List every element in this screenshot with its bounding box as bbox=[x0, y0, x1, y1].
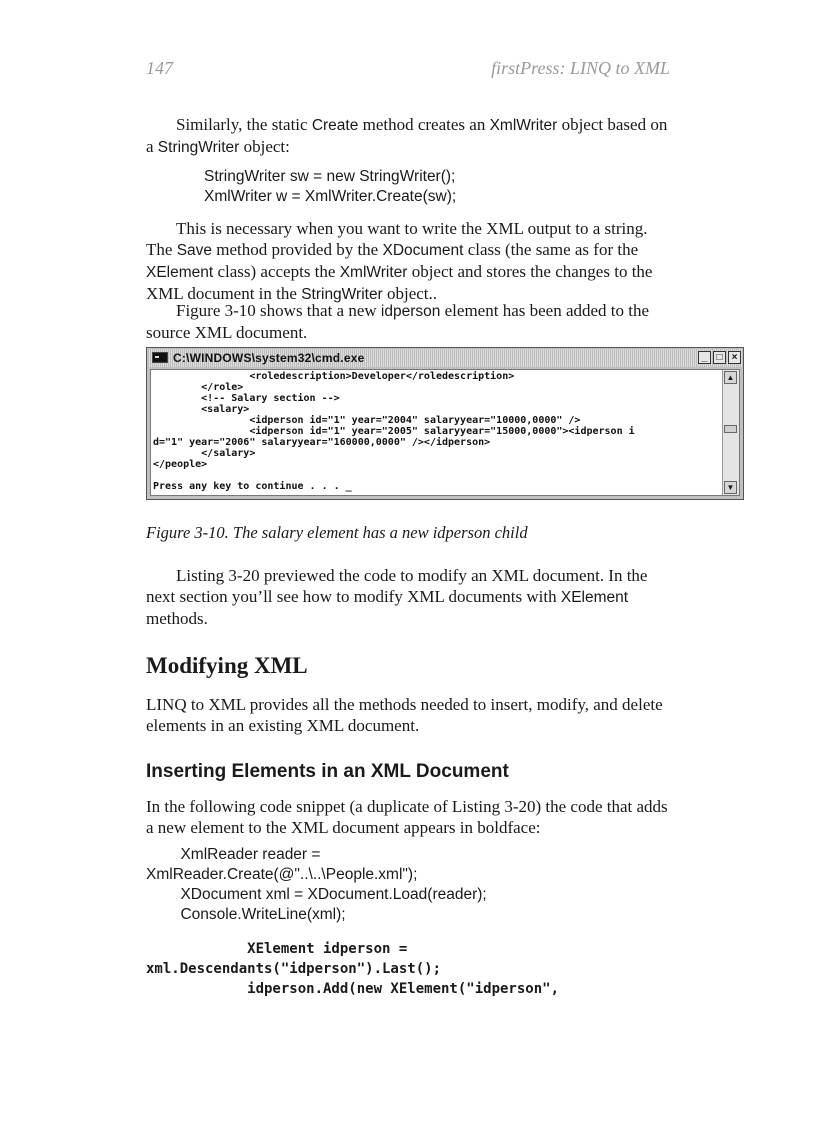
page-number: 147 bbox=[146, 58, 173, 78]
console-line: </people> bbox=[153, 459, 208, 470]
inline-code: Create bbox=[311, 117, 359, 134]
paragraph-3: Figure 3-10 shows that a new idperson element has been added to the source XML document. bbox=[146, 301, 650, 342]
console-line: </role> bbox=[153, 382, 244, 393]
scroll-thumb[interactable] bbox=[724, 425, 737, 433]
subsection-heading: Inserting Elements in an XML Document bbox=[146, 761, 509, 782]
paragraph-4: Listing 3-20 previewed the code to modify an XML document. In the next section you’ll see how to modify XML documents with XElement methods. bbox=[146, 566, 648, 628]
code-line: Console.WriteLine(xml); bbox=[146, 906, 346, 923]
paragraph-5: LINQ to XML provides all the methods needed to insert, modify, and delete elements in an existing XML document. bbox=[146, 695, 663, 735]
cmd-icon bbox=[152, 352, 168, 363]
console-client-area bbox=[150, 369, 740, 496]
vertical-scrollbar[interactable] bbox=[722, 370, 739, 495]
inline-code: StringWriter bbox=[301, 286, 383, 303]
inline-code: Save bbox=[176, 242, 213, 259]
code-line: xml.Descendants("idperson").Last(); bbox=[146, 961, 442, 977]
console-line: <salary> bbox=[153, 404, 250, 415]
paragraph-6: In the following code snippet (a duplicate of Listing 3-20) the code that adds a new element to the XML document appears in boldface: bbox=[146, 797, 668, 837]
console-line: Press any key to continue . . . _ bbox=[153, 481, 352, 492]
code-line: StringWriter sw = new StringWriter(); bbox=[204, 168, 456, 185]
inline-code: XElement bbox=[146, 264, 214, 281]
code-block-bold bbox=[146, 939, 559, 999]
code-line: XmlReader reader = bbox=[146, 846, 321, 863]
window-title: C:\WINDOWS\system32\cmd.exe bbox=[173, 351, 365, 365]
console-line: <idperson id="1" year="2005" salaryyear="15000,0000"><idperson i bbox=[153, 426, 635, 437]
inline-code: StringWriter bbox=[157, 139, 240, 156]
code-line: idperson.Add(new XElement("idperson", bbox=[146, 981, 560, 997]
console-line: </salary> bbox=[153, 448, 256, 459]
console-titlebar[interactable] bbox=[148, 349, 742, 367]
scroll-up-arrow-icon[interactable]: ▲ bbox=[724, 371, 737, 384]
inline-code: XmlWriter bbox=[339, 264, 408, 281]
console-line bbox=[153, 470, 159, 481]
console-line: d="1" year="2006" salaryyear="160000,0000" /></idperson> bbox=[153, 437, 491, 448]
code-block-1 bbox=[204, 167, 456, 207]
minimize-button[interactable]: _ bbox=[698, 351, 711, 364]
inline-code: XElement bbox=[560, 589, 629, 606]
code-line: XmlReader.Create(@"..\..\People.xml"); bbox=[146, 866, 418, 883]
console-line: <!-- Salary section --> bbox=[153, 393, 340, 404]
running-title: firstPress: LINQ to XML bbox=[491, 58, 670, 78]
inline-code: XmlWriter bbox=[489, 117, 558, 134]
close-button[interactable]: × bbox=[728, 351, 741, 364]
code-line: XElement idperson = bbox=[146, 941, 408, 957]
figure-caption: Figure 3-10. The salary element has a new idperson child bbox=[146, 523, 528, 542]
paragraph-1: Similarly, the static Create method creates an XmlWriter object based on a StringWriter object: bbox=[146, 115, 668, 156]
console-line: <roledescription>Developer</roledescription> bbox=[153, 371, 515, 382]
code-line: XmlWriter w = XmlWriter.Create(sw); bbox=[204, 188, 457, 205]
code-line: XDocument xml = XDocument.Load(reader); bbox=[146, 886, 487, 903]
console-line: <idperson id="1" year="2004" salaryyear="10000,0000" /> bbox=[153, 415, 581, 426]
console-window bbox=[146, 347, 744, 500]
section-heading: Modifying XML bbox=[146, 653, 308, 678]
console-output bbox=[153, 371, 719, 492]
inline-code: XDocument bbox=[382, 242, 464, 259]
code-block-2 bbox=[146, 845, 487, 925]
inline-code: idperson bbox=[380, 303, 441, 320]
scroll-down-arrow-icon[interactable]: ▼ bbox=[724, 481, 737, 494]
paragraph-2: This is necessary when you want to write the XML output to a string. The Save method provided by the XDocument class (the same as for the XElement class) accepts the XmlWriter object and stores the changes to the XML document in the StringWriter object.. bbox=[146, 219, 653, 303]
maximize-button[interactable]: □ bbox=[713, 351, 726, 364]
